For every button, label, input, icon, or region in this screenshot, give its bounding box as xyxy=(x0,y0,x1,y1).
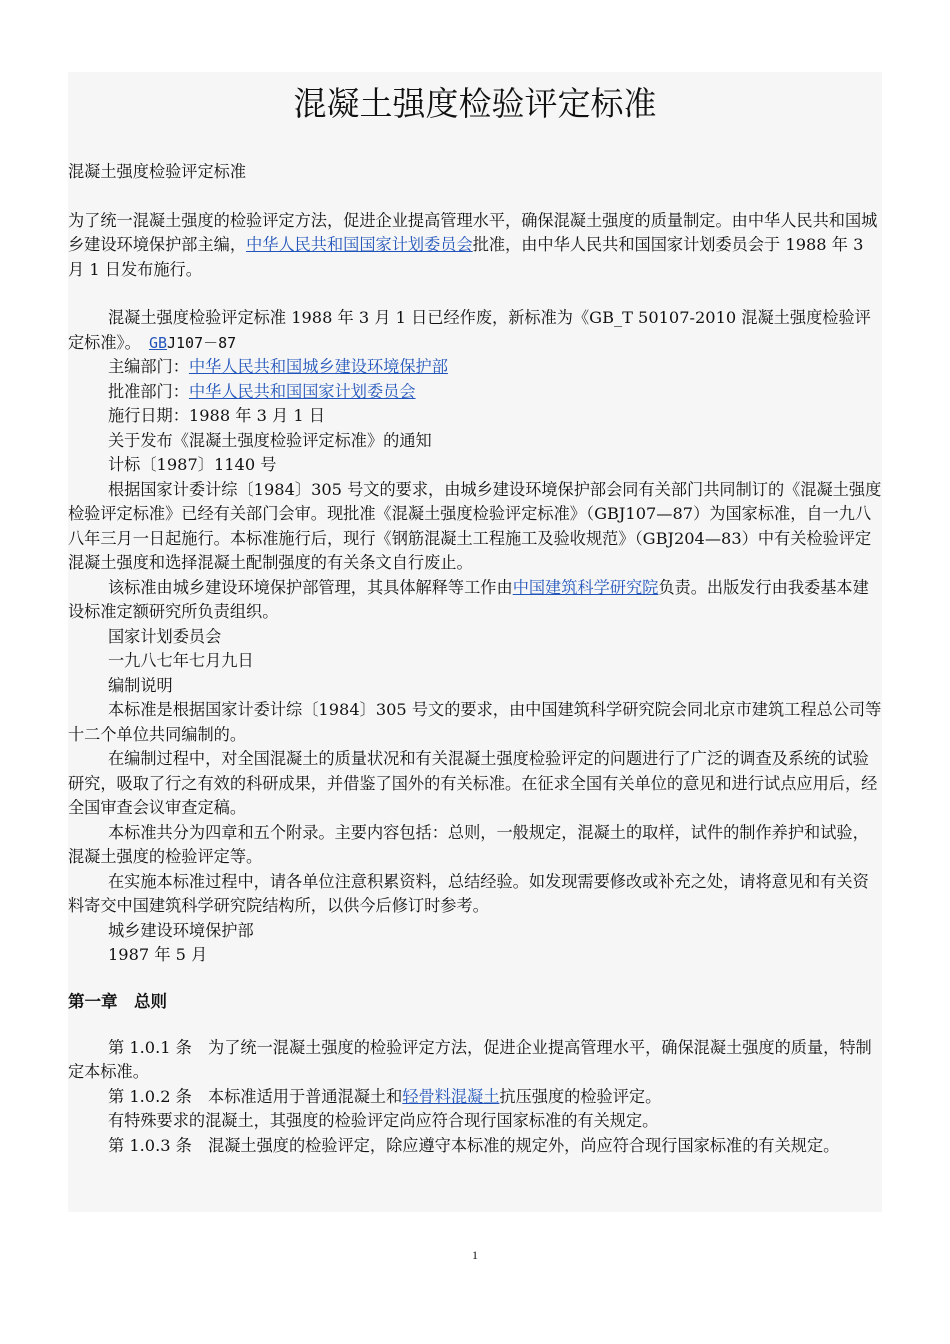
abolished-text: 混凝土强度检验评定标准 1988 年 3 月 1 日已经作废，新标准为《GB_T 50107-2010 混凝土强度检验评定标准》。 xyxy=(68,308,871,352)
document-title: 混凝土强度检验评定标准 xyxy=(293,84,657,123)
approver-line xyxy=(68,380,882,405)
document-body xyxy=(68,72,882,1212)
intro-paragraph xyxy=(68,209,882,283)
gb-code-rest: J107－87 xyxy=(167,333,237,352)
editor-link[interactable]: 中华人民共和国城乡建设环境保护部 xyxy=(188,357,448,376)
effective-date: 施行日期：1988 年 3 月 1 日 xyxy=(108,406,326,425)
article-1-0-3: 第 1.0.3 条 混凝土强度的检验评定，除应遵守本标准的规定外，尚应符合现行国家标准的有关规定。 xyxy=(108,1135,840,1155)
planning-commission-link[interactable]: 中华人民共和国国家计划委员会 xyxy=(246,235,473,254)
compile-heading: 编制说明 xyxy=(108,675,173,695)
abolished-notice xyxy=(68,306,882,355)
compile-signer: 城乡建设环境保护部 xyxy=(108,920,254,940)
approver-label: 批准部门： xyxy=(108,381,189,401)
intro-text-2: 批准，由中华人民共和国国家计划委员会于 1988 年 3 月 1 日发布施行。 xyxy=(68,235,864,279)
intro-text-1: 为了统一混凝土强度的检验评定方法，促进企业提高管理水平，确保混凝土强度的质量制定。由中华人民共和国城乡建设环境保护部主编， xyxy=(68,210,878,254)
gb-code-link[interactable]: GB xyxy=(148,333,167,352)
management-text-1: 该标准由城乡建设环境保护部管理，其具体解释等工作由 xyxy=(108,577,513,597)
notice-body: 根据国家计委计综〔1984〕305 号文的要求，由城乡建设环境保护部会同有关部门共同制订的《混凝土强度检验评定标准》已经有关部门会审。现批准《混凝土强度检验评定标准》（GBJ107—87）为国家标准，自一九八八年三月一日起施行。本标准施行后，现行《钢筋混凝土工程施工及验收规范》（GBJ204—83）中有关检验评定混凝土强度和选择混凝土配制强度的有关条文自行废止。 xyxy=(68,479,882,572)
compile-paragraph-2: 在编制过程中，对全国混凝土的质量状况和有关混凝土强度检验评定的问题进行了广泛的调查及系统的试验研究，吸取了行之有效的科研成果，并借鉴了国外的有关标准。在征求全国有关单位的意见和进行试点应用后，经全国审查会议审查定稿。 xyxy=(68,749,878,817)
approver-link[interactable]: 中华人民共和国国家计划委员会 xyxy=(188,381,416,401)
article-1-0-2-note: 有特殊要求的混凝土，其强度的检验评定尚应符合现行国家标准的有关规定。 xyxy=(108,1111,659,1130)
article-1-0-2-text-1: 第 1.0.2 条 本标准适用于普通混凝土和 xyxy=(108,1086,403,1106)
compile-paragraph-4: 在实施本标准过程中，请各单位注意积累资料，总结经验。如发现需要修改或补充之处，请将意见和有关资料寄交中国建筑科学研究院结构所，以供今后修订时参考。 xyxy=(68,871,869,915)
chapter-heading: 第一章 总则 xyxy=(68,991,167,1011)
page-number: 1 xyxy=(472,1248,478,1262)
editor-label: 主编部门： xyxy=(108,357,189,376)
compile-paragraph-3: 本标准共分为四章和五个附录。主要内容包括：总则，一般规定，混凝土的取样，试件的制作养护和试验，混凝土强度的检验评定等。 xyxy=(68,822,869,866)
compile-paragraph-1: 本标准是根据国家计委计综〔1984〕305 号文的要求，由中国建筑科学研究院会同北京市建筑工程总公司等十二个单位共同编制的。 xyxy=(68,700,882,744)
research-academy-link[interactable]: 中国建筑科学研究院 xyxy=(512,577,659,597)
signer: 国家计划委员会 xyxy=(108,626,222,646)
lightweight-concrete-link[interactable]: 轻骨料混凝土 xyxy=(402,1086,500,1106)
article-1-0-2-text-2: 抗压强度的检验评定。 xyxy=(499,1086,662,1106)
sign-date: 一九八七年七月九日 xyxy=(108,651,254,670)
notice-number: 计标〔1987〕1140 号 xyxy=(108,455,277,474)
document-subtitle: 混凝土强度检验评定标准 xyxy=(68,162,247,181)
management-text-2: 负责。出版发行由我委基本建设标准定额研究所负责组织。 xyxy=(68,577,869,621)
article-1-0-1: 第 1.0.1 条 为了统一混凝土强度的检验评定方法，促进企业提高管理水平，确保混凝土强度的质量，特制定本标准。 xyxy=(68,1037,872,1081)
article-1-0-2 xyxy=(68,1085,882,1110)
notice-title: 关于发布《混凝土强度检验评定标准》的通知 xyxy=(108,430,432,450)
compile-date: 1987 年 5 月 xyxy=(108,945,208,964)
editor-line xyxy=(68,355,882,380)
management-paragraph xyxy=(68,576,882,625)
